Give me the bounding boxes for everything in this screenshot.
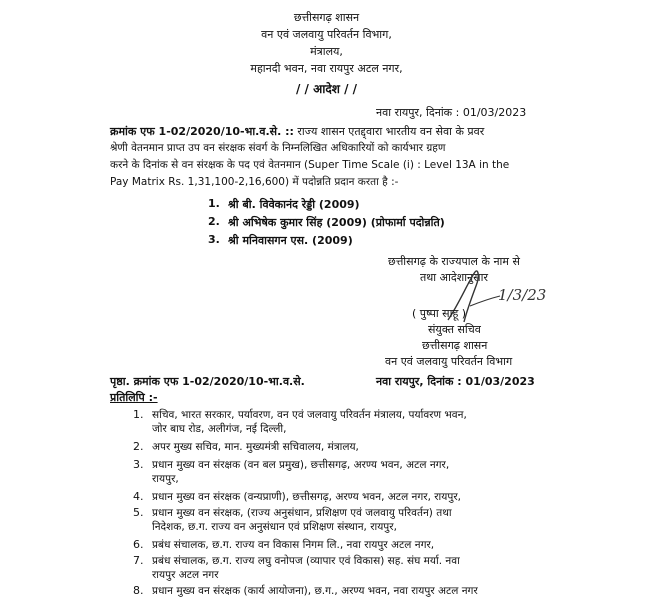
- copy-2-line-1: अपर मुख्य सचिव, मान. मुख्यमंत्री सचिवालय, मंत्रालय,: [152, 441, 359, 453]
- officer-2-num: 2.: [208, 215, 220, 228]
- copy-1-line-1: सचिव, भारत सरकार, पर्यावरण, वन एवं जलवायु परिवर्तन मंत्रालय, पर्यावरण भवन,: [152, 409, 467, 421]
- signatory-designation: संयुक्त सचिव: [428, 323, 481, 336]
- copy-1-num: 1.: [133, 408, 144, 421]
- officer-3-num: 3.: [208, 233, 220, 246]
- order-text-2: श्रेणी वेतनमान प्राप्त उप वन संरक्षक संवर्ग के निम्नलिखित अधिकारियों को कार्यभार ग्रहण: [110, 142, 446, 154]
- header-ministry: मंत्रालय,: [310, 45, 343, 58]
- order-paragraph-line1: [110, 124, 484, 139]
- officer-1-num: 1.: [208, 197, 220, 210]
- signatory-name: ( पुष्पा साहू ): [412, 307, 467, 320]
- copy-7-line-1: प्रबंध संचालक, छ.ग. राज्य लघु वनोपज (व्यापार एवं विकास) सह. संघ मर्या. नवा: [152, 555, 460, 567]
- signatory-org-1: छत्तीसगढ़ शासन: [422, 339, 488, 352]
- order-text-4: Pay Matrix Rs. 1,31,100-2,16,600) में पदोन्नति प्रदान करता है :-: [110, 176, 399, 188]
- endorsement-date: नवा रायपुर, दिनांक : 01/03/2023: [376, 375, 535, 388]
- copy-1-line-2: जोर बाघ रोड, अलीगंज, नई दिल्ली,: [152, 423, 287, 435]
- copy-3-line-2: रायपुर,: [152, 473, 179, 485]
- order-number: क्रमांक एफ 1-02/2020/10-भा.व.से. ::: [110, 125, 294, 138]
- copy-5-line-2: निदेशक, छ.ग. राज्य वन अनुसंधान एवं प्रशिक्षण संस्थान, रायपुर,: [152, 521, 397, 533]
- order-heading: / / आदेश / /: [295, 82, 358, 96]
- copy-6-num: 6.: [133, 538, 144, 551]
- header-address: महानदी भवन, नवा रायपुर अटल नगर,: [250, 62, 403, 75]
- header-government: छत्तीसगढ़ शासन: [293, 11, 360, 24]
- copy-5-num: 5.: [133, 506, 144, 519]
- copy-8-num: 8.: [133, 584, 144, 597]
- governor-line-1: छत्तीसगढ़ के राज्यपाल के नाम से: [388, 255, 520, 268]
- signature-date-mark: 1/3/23: [498, 286, 547, 304]
- copy-3-line-1: प्रधान मुख्य वन संरक्षक (वन बल प्रमुख), छत्तीसगढ़, अरण्य भवन, अटल नगर,: [152, 459, 450, 471]
- copy-4-line-1: प्रधान मुख्य वन संरक्षक (वन्यप्राणी), छत्तीसगढ़, अरण्य भवन, अटल नगर, रायपुर,: [152, 491, 461, 503]
- copy-4-num: 4.: [133, 490, 144, 503]
- copy-heading: प्रतिलिपि :-: [110, 391, 158, 404]
- copy-2-num: 2.: [133, 440, 144, 453]
- copy-8-line-1: प्रधान मुख्य वन संरक्षक (कार्य आयोजना), छ.ग., अरण्य भवन, नवा रायपुर अटल नगर: [152, 585, 478, 597]
- officer-2-name: श्री अभिषेक कुमार सिंह (2009) (प्रोफार्मा पदोन्नति): [228, 216, 445, 229]
- governor-line-2: तथा आदेशानुसार: [420, 271, 488, 284]
- order-text-1: राज्य शासन एतद्द्वारा भारतीय वन सेवा के प्रवर: [297, 125, 485, 138]
- copy-5-line-1: प्रधान मुख्य वन संरक्षक, (राज्य अनुसंधान, प्रशिक्षण एवं जलवायु परिवर्तन) तथा: [152, 507, 452, 519]
- copy-7-num: 7.: [133, 554, 144, 567]
- copy-3-num: 3.: [133, 458, 144, 471]
- signatory-org-2: वन एवं जलवायु परिवर्तन विभाग: [385, 355, 513, 368]
- copy-6-line-1: प्रबंध संचालक, छ.ग. राज्य वन विकास निगम लि., नवा रायपुर अटल नगर,: [152, 539, 435, 551]
- endorsement-number: पृष्ठा. क्रमांक एफ 1-02/2020/10-भा.व.से.: [110, 375, 305, 388]
- header-department: वन एवं जलवायु परिवर्तन विभाग,: [261, 28, 392, 41]
- officer-3-name: श्री मनिवासगन एस. (2009): [228, 234, 353, 247]
- officer-1-name: श्री बी. विवेकानंद रेड्डी (2009): [228, 198, 360, 211]
- order-date: नवा रायपुर, दिनांक : 01/03/2023: [376, 106, 527, 119]
- copy-7-line-2: रायपुर अटल नगर: [152, 569, 219, 581]
- order-text-3: करने के दिनांक से वन संरक्षक के पद एवं वेतनमान (Super Time Scale (i) : Level 13A in the: [110, 159, 510, 171]
